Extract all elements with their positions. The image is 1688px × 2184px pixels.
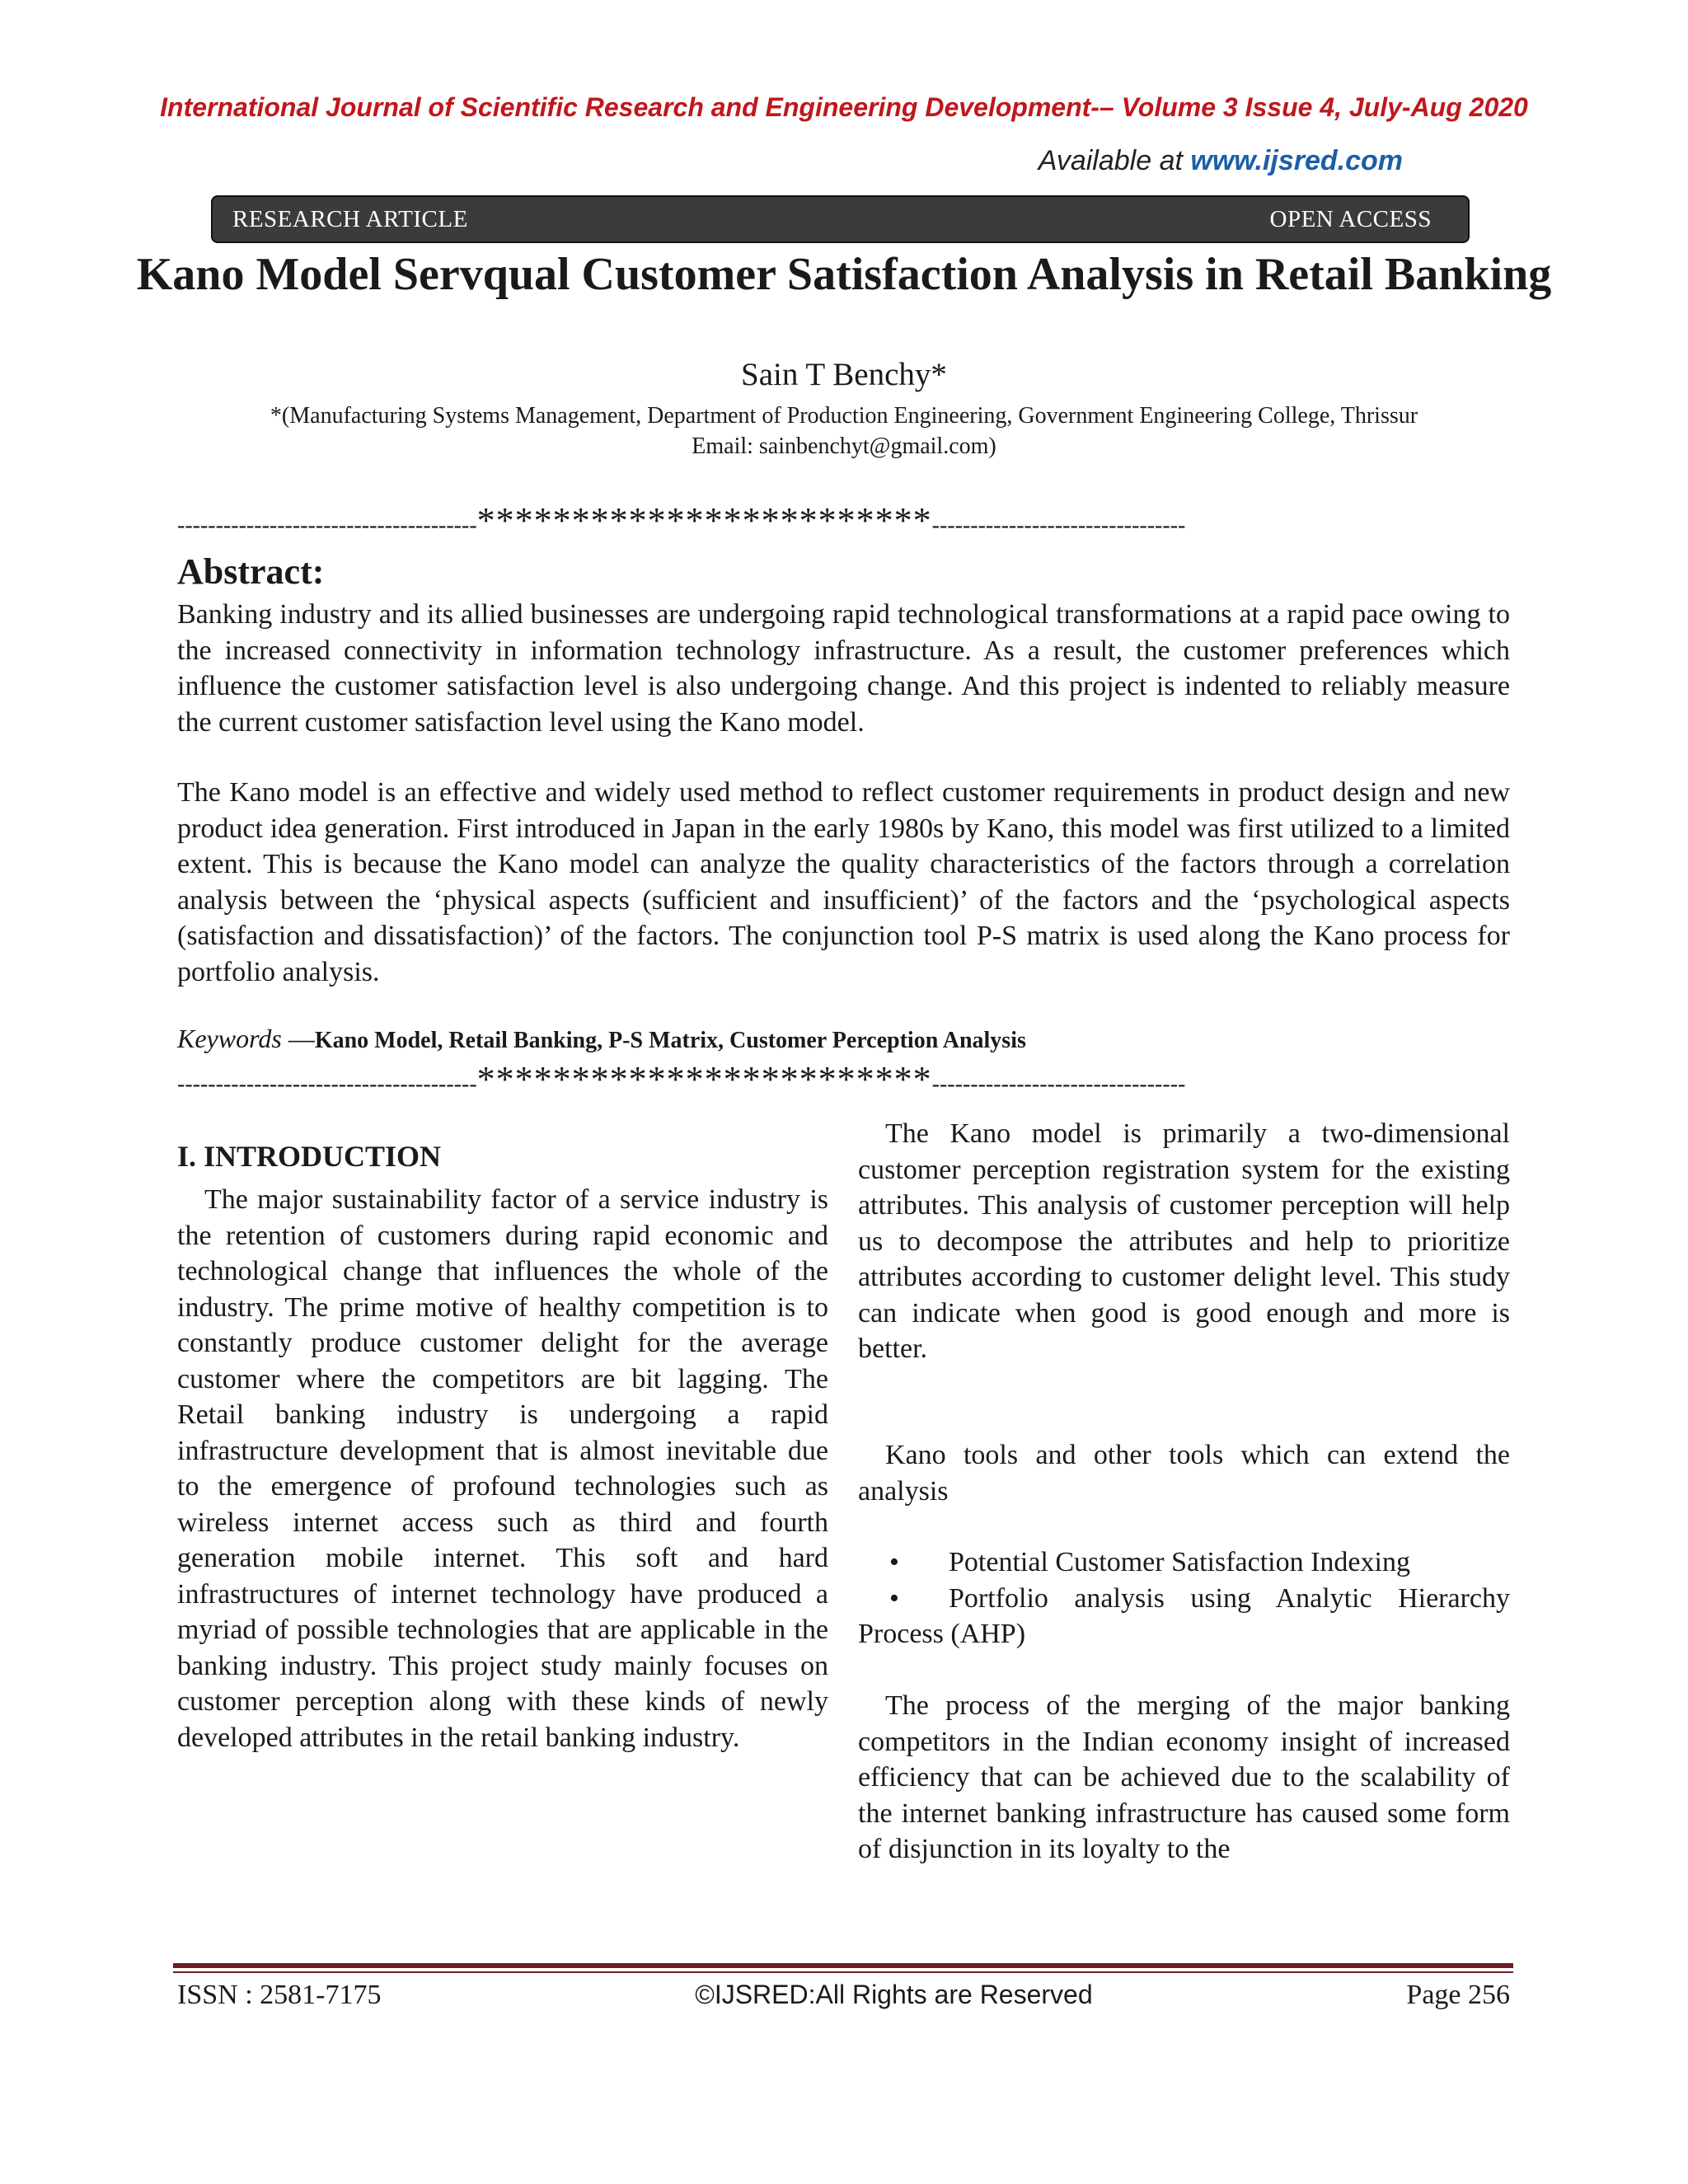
tools-list [858, 1544, 1510, 1652]
separator-dashes-left: --------------------------------------- [177, 513, 477, 537]
separator-dashes-right: --------------------------------- [931, 513, 1186, 537]
footer-rule [173, 1963, 1513, 1968]
article-type-label: RESEARCH ARTICLE [232, 205, 468, 232]
separator-dashes-right: --------------------------------- [931, 1071, 1186, 1096]
author-affiliation [0, 401, 1688, 462]
keywords-label: Keywords [177, 1024, 282, 1053]
abstract-heading: Abstract: [177, 551, 325, 592]
bullet-icon: • [889, 1582, 899, 1614]
keywords-text: Kano Model, Retail Banking, P-S Matrix, Customer Perception Analysis [314, 1028, 1026, 1053]
page-number: Page 256 [1406, 1980, 1510, 2010]
author-email: Email: sainbenchyt@gmail.com) [692, 434, 996, 459]
section-separator [177, 504, 1512, 537]
footer-issn: ISSN : 2581-7175 [177, 1980, 382, 2010]
abstract-paragraph: Banking industry and its allied businesses are undergoing rapid technological transformations at a rapid pace owing to the increased connectivity in information technology infrastructure. As a result, the customer preferences which influence the customer satisfaction level is also undergoing change. And this project is indented to reliably measure the current customer satisfaction level using the Kano model. [177, 599, 1510, 738]
affiliation-line: *(Manufacturing Systems Management, Department of Production Engineering, Government Engineering College, Thrissur [270, 403, 1418, 429]
access-type-label: OPEN ACCESS [1269, 205, 1432, 232]
page-footer [177, 1980, 1510, 2011]
journal-header: International Journal of Scientific Research and Engineering Development-– Volume 3 Issue 4, July-Aug 2020 [160, 92, 1528, 122]
section-separator [177, 1063, 1512, 1096]
introduction-heading: I. INTRODUCTION [177, 1140, 442, 1173]
list-item [858, 1581, 1510, 1652]
separator-stars: ************************ [476, 1063, 932, 1096]
keywords-dash: — [281, 1024, 315, 1053]
separator-dashes-left: --------------------------------------- [177, 1071, 477, 1096]
article-type-bar [211, 195, 1470, 243]
body-paragraph: The Kano model is primarily a two-dimensional customer perception registration system for the existing attributes. This analysis of customer perception will help us to decompose the attributes and help to prioritize attributes according to customer delight level. This study can indicate when good is good enough and more is better. [858, 1118, 1510, 1364]
abstract-paragraph: The Kano model is an effective and widely used method to reflect customer requirements in product design and new product idea generation. First introduced in Japan in the early 1980s by Kano, this model was first utilized to a limited extent. This is because the Kano model can analyze the quality characteristics of the factors through a correlation analysis between the ‘physical aspects (sufficient and insufficient)’ of the factors and the ‘psychological aspects (satisfaction and dissatisfaction)’ of the factors. The conjunction tool P-S matrix is used along the Kano process for portfolio analysis. [177, 777, 1510, 987]
journal-url-link[interactable]: www.ijsred.com [1190, 145, 1403, 176]
body-paragraph: The process of the merging of the major banking competitors in the Indian economy insight of increased efficiency that can be achieved due to the scalability of the internet banking infrastructure has caused some form of disjunction in its loyalty to the [858, 1690, 1510, 1864]
available-prefix: Available at [1038, 145, 1183, 176]
paper-title: Kano Model Servqual Customer Satisfaction Analysis in Retail Banking [136, 249, 1552, 300]
body-paragraph: Kano tools and other tools which can extend the analysis [858, 1440, 1510, 1507]
availability-line [1039, 145, 1403, 177]
list-item [858, 1544, 1510, 1581]
list-item-text: Portfolio analysis using Analytic Hierarchy Process (AHP) [858, 1582, 1510, 1649]
introduction-paragraph: The major sustainability factor of a service industry is the retention of customers during rapid economic and technological change that influences the whole of the industry. The prime motive of healthy competition is to constantly produce customer delight for the average customer where the competitors are bit lagging. The Retail banking industry is undergoing a rapid infrastructure development that is almost inevitable due to the emergence of profound technologies such as wireless internet access such as third and fourth generation mobile internet. This soft and hard infrastructures of internet technology have produced a myriad of possible technologies that are applicable in the banking industry. This project study mainly focuses on customer perception along with these kinds of newly developed attributes in the retail banking industry. [177, 1184, 828, 1753]
paper-author: Sain T Benchy* [741, 357, 947, 392]
footer-rule [173, 1971, 1513, 1973]
footer-copyright: ©IJSRED:All Rights are Reserved [695, 1980, 1093, 2009]
list-item-text: Potential Customer Satisfaction Indexing [949, 1547, 1410, 1577]
bullet-icon: • [889, 1547, 899, 1577]
separator-stars: ************************ [476, 504, 932, 537]
keywords-line [177, 1024, 1026, 1054]
